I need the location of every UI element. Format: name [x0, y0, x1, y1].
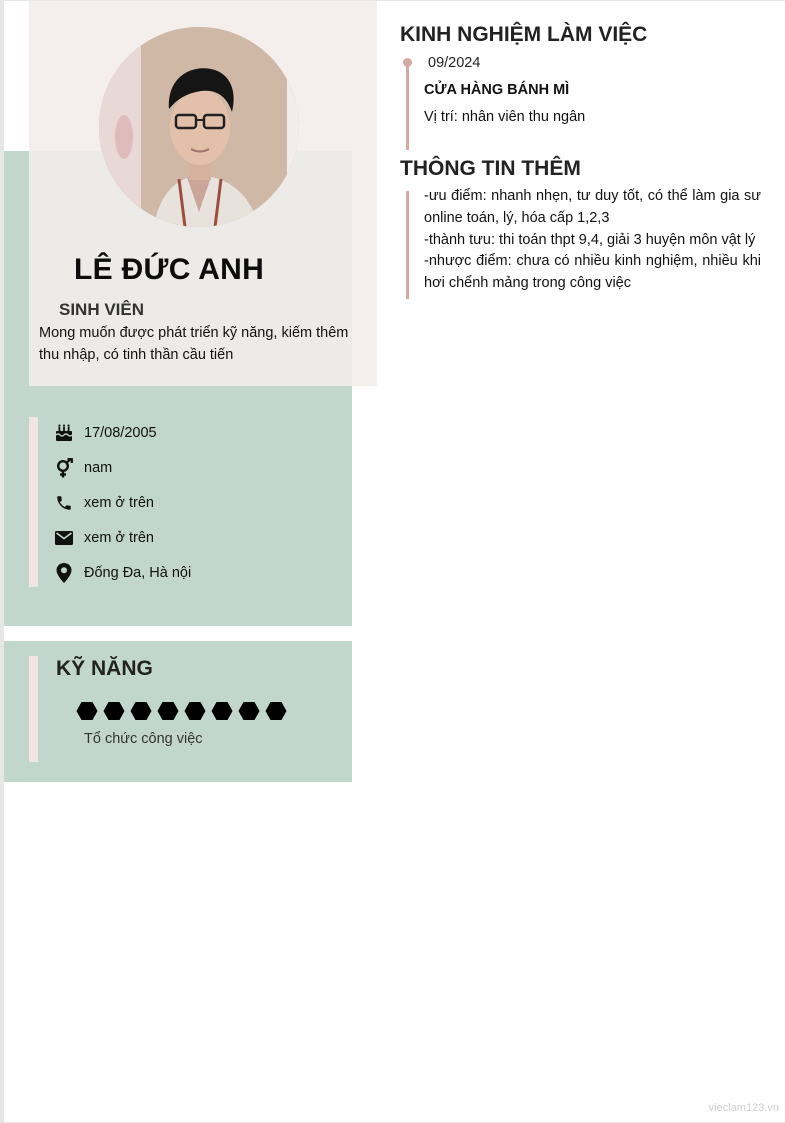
cv-page — [4, 1, 785, 1122]
avatar-photo — [99, 27, 299, 227]
experience-position: Vị trí: nhân viên thu ngân — [424, 109, 586, 125]
skill-level-hexagon — [130, 701, 152, 721]
phone-icon — [54, 493, 74, 513]
gender-value: nam — [84, 460, 113, 476]
skills-accent-bar — [29, 656, 38, 762]
skill-level-hexagon — [76, 701, 98, 721]
full-name: LÊ ĐỨC ANH — [74, 253, 265, 286]
info-weaknesses: -nhược điểm: chưa có nhiều kinh nghiệm, nhiều khi hơi chểnh mảng trong công việc — [424, 253, 761, 291]
experience-heading: KINH NGHIỆM LÀM VIỆC — [400, 23, 648, 46]
contact-birthday — [54, 421, 157, 445]
skill-level-hexagon — [157, 701, 179, 721]
contact-accent-bar — [29, 417, 38, 587]
additional-info-heading: THÔNG TIN THÊM — [400, 157, 581, 180]
location-pin-icon — [54, 563, 74, 583]
job-title: SINH VIÊN — [59, 300, 145, 319]
contact-phone — [54, 491, 154, 515]
experience-company: CỬA HÀNG BÁNH MÌ — [424, 82, 570, 98]
contact-address — [54, 561, 191, 585]
address-value: Đống Đa, Hà nội — [84, 565, 192, 581]
experience-timeline-bar — [406, 62, 409, 150]
watermark: vieclam123.vn — [708, 1102, 779, 1114]
skills-heading: KỸ NĂNG — [56, 657, 153, 680]
gender-icon — [54, 458, 74, 478]
experience-timeline-dot — [403, 58, 412, 67]
birthday-value: 17/08/2005 — [84, 425, 157, 441]
skill-level-hexagon — [211, 701, 233, 721]
skill-rating — [76, 701, 287, 721]
contact-email — [54, 526, 154, 550]
skill-level-hexagon — [184, 701, 206, 721]
experience-date: 09/2024 — [428, 55, 481, 71]
email-value: xem ở trên — [84, 530, 154, 546]
skill-level-hexagon — [265, 701, 287, 721]
avatar — [99, 27, 299, 227]
birthday-cake-icon — [54, 423, 74, 443]
info-strengths: -ưu điểm: nhanh nhẹn, tư duy tốt, có thể làm gia sư online toán, lý, hóa cấp 1,2,3 — [424, 188, 761, 226]
additional-info-bar — [406, 191, 409, 299]
email-icon — [54, 528, 74, 548]
skill-level-hexagon — [103, 701, 125, 721]
career-objective: Mong muốn được phát triển kỹ năng, kiếm thêm thu nhập, có tinh thần cầu tiến — [39, 325, 349, 363]
contact-gender — [54, 456, 112, 480]
profile-card-edge — [352, 151, 377, 386]
phone-value: xem ở trên — [84, 495, 154, 511]
skill-level-hexagon — [238, 701, 260, 721]
info-achievements: -thành tưu: thi toán thpt 9,4, giải 3 huyện môn vật lý — [424, 232, 756, 248]
skill-name: Tổ chức công việc — [84, 731, 203, 747]
